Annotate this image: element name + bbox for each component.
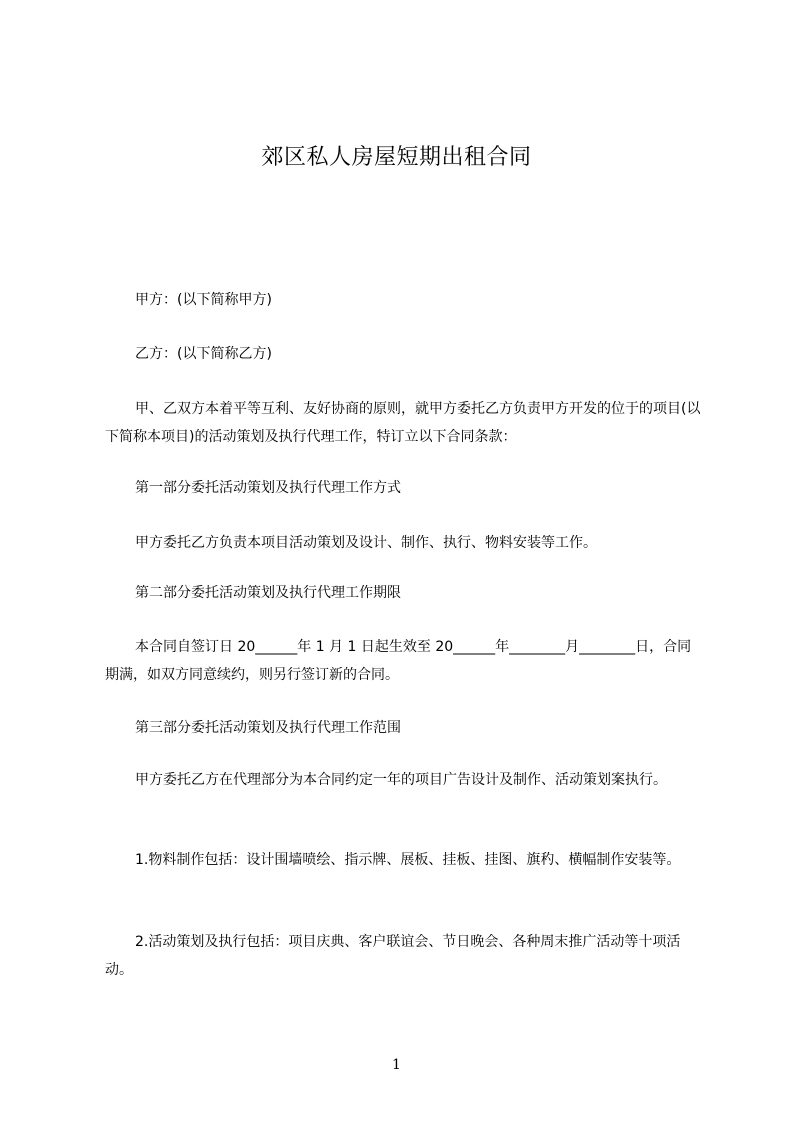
- page-number: 1: [392, 1057, 401, 1073]
- part1-body: 甲方委托乙方负责本项目活动策划及设计、制作、执行、物料安装等工作。: [135, 535, 597, 551]
- part2-heading: 第二部分委托活动策划及执行代理工作期限: [135, 585, 401, 601]
- part3-heading: 第三部分委托活动策划及执行代理工作范围: [135, 720, 401, 736]
- part1-heading: 第一部分委托活动策划及执行代理工作方式: [135, 480, 401, 496]
- part2-body: 本合同自签订日 20______年 1 月 1 日起生效至 20______年________月________日，合同期满，如双方同意续约，则另行签订新的合同。: [105, 639, 692, 683]
- intro-paragraph: 甲、乙双方本着平等互利、友好协商的原则，就甲方委托乙方负责甲方开发的位于的项目(以下简称本项目)的活动策划及执行代理工作，特订立以下合同条款：: [105, 401, 701, 445]
- document-title: 郊区私人房屋短期出租合同: [261, 145, 532, 170]
- part3-body: 甲方委托乙方在代理部分为本合同约定一年的项目广告设计及制作、活动策划案执行。: [135, 772, 667, 788]
- party-a-line: 甲方：(以下简称甲方): [135, 292, 272, 308]
- list-item-materials: 1.物料制作包括：设计围墙喷绘、指示牌、展板、挂板、挂图、旗䄪、横幅制作安装等。: [135, 852, 681, 868]
- party-b-line: 乙方：(以下简称乙方): [135, 346, 272, 362]
- list-item-activities: 2.活动策划及执行包括：项目庆典、客户联谊会、节日晚会、各种周末推广活动等十项活动。: [105, 934, 681, 978]
